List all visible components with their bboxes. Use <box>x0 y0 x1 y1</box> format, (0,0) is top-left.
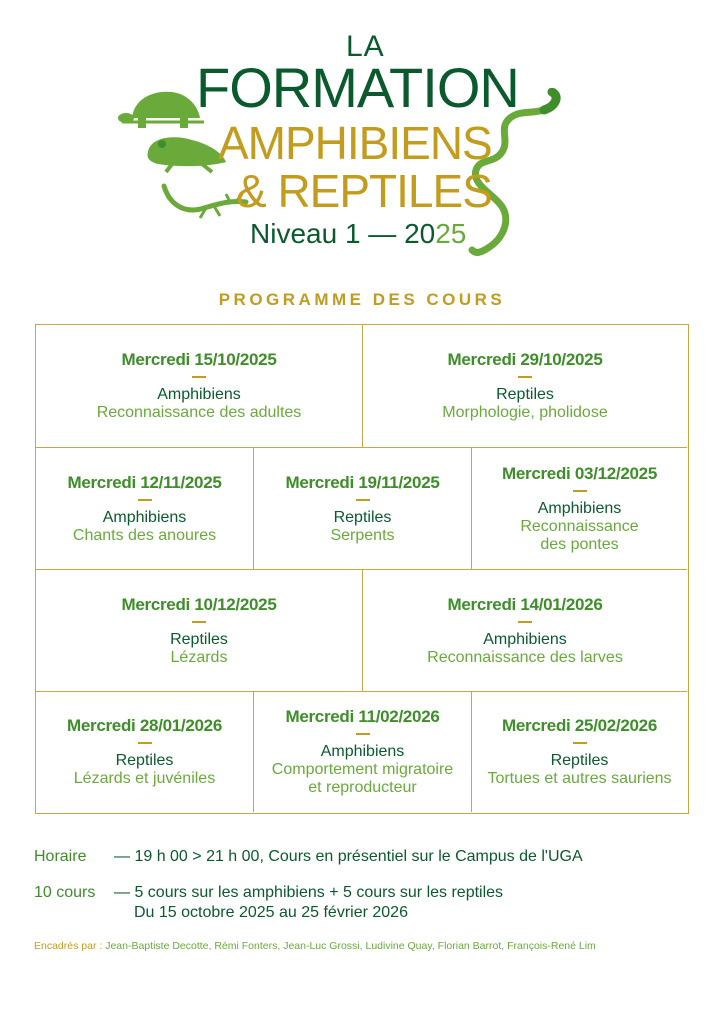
level-year <box>250 218 466 250</box>
session-cell <box>36 448 254 570</box>
schedule-label: Horaire <box>34 848 87 865</box>
session-topic-line2: et reproducteur <box>308 779 417 796</box>
turtle-icon <box>118 88 208 134</box>
count-label: 10 cours <box>34 884 96 901</box>
session-cell <box>36 325 363 448</box>
session-subject: Amphibiens <box>483 630 567 648</box>
session-cell <box>36 570 363 692</box>
count-text: — 5 cours sur les amphibiens + 5 cours sur les reptiles <box>114 884 504 901</box>
separator-dash <box>138 742 152 744</box>
session-date: Mercredi 25/02/2026 <box>502 716 657 735</box>
schedule-time: — 19 h 00 > 21 h 00, <box>114 848 264 865</box>
separator-dash <box>573 490 587 492</box>
session-cell <box>254 692 472 812</box>
session-subject: Amphibiens <box>102 508 187 526</box>
session-topic: Morphologie, pholidose <box>442 404 608 421</box>
session-date: Mercredi 19/11/2025 <box>285 472 440 492</box>
session-topic-line2: des pontes <box>540 535 619 553</box>
session-topic: Lézards <box>170 648 228 666</box>
session-subject: Amphibiens <box>320 743 405 760</box>
credits <box>34 940 596 952</box>
session-topic: Reconnaissance des adultes <box>96 404 302 421</box>
title-la: LA <box>346 30 385 63</box>
title-formation: FORMATION <box>196 56 519 119</box>
session-topic: Lézards et juvéniles <box>73 770 216 787</box>
separator-dash <box>356 733 370 735</box>
count-info <box>34 884 504 921</box>
count-dates: Du 15 octobre 2025 au 25 février 2026 <box>134 904 408 921</box>
session-topic: Reconnaissance des larves <box>427 648 623 666</box>
separator-dash <box>573 742 587 744</box>
schedule-grid <box>35 324 689 814</box>
session-topic: Reconnaissance <box>520 517 639 535</box>
program-title: PROGRAMME DES COURS <box>218 290 506 309</box>
separator-dash <box>192 376 206 378</box>
schedule-info <box>34 848 583 866</box>
session-cell <box>363 570 687 692</box>
session-date: Mercredi 11/02/2026 <box>285 707 440 726</box>
title-reptiles: & REPTILES <box>236 165 492 217</box>
session-subject: Reptiles <box>170 630 228 648</box>
session-cell <box>472 692 687 812</box>
session-cell <box>363 325 687 448</box>
session-cell <box>36 692 254 812</box>
separator-dash <box>138 499 152 501</box>
session-subject: Reptiles <box>115 752 174 769</box>
session-subject: Reptiles <box>550 752 609 769</box>
session-subject: Reptiles <box>333 508 392 526</box>
session-topic: Serpents <box>330 526 395 544</box>
title-amphibiens: AMPHIBIENS <box>218 117 492 169</box>
session-date: Mercredi 10/12/2025 <box>121 594 277 614</box>
separator-dash <box>518 621 532 623</box>
session-cell <box>254 448 472 570</box>
session-topic: Tortues et autres sauriens <box>487 770 672 787</box>
header <box>0 0 724 270</box>
session-date: Mercredi 12/11/2025 <box>67 472 222 492</box>
credits-label: Encadrés par : <box>34 940 106 952</box>
session-topic: Comportement migratoire <box>271 761 454 778</box>
separator-dash <box>356 499 370 501</box>
session-topic: Chants des anoures <box>72 526 217 544</box>
separator-dash <box>192 621 206 623</box>
session-subject: Amphibiens <box>157 386 241 403</box>
session-subject: Amphibiens <box>537 499 622 517</box>
separator-dash <box>518 376 532 378</box>
session-date: Mercredi 03/12/2025 <box>502 463 657 483</box>
session-date: Mercredi 15/10/2025 <box>121 350 277 369</box>
level-year-end: 25 <box>435 218 467 249</box>
session-subject: Reptiles <box>496 386 554 403</box>
schedule-detail: Cours en présentiel sur le Campus de l'UGA <box>263 848 583 865</box>
credits-names: Jean-Baptiste Decotte, Rémi Fonters, Jean-Luc Grossi, Ludivine Quay, Florian Barrot, François-René Lim <box>105 940 596 952</box>
level-text: Niveau 1 — 20 <box>250 218 436 249</box>
session-date: Mercredi 14/01/2026 <box>447 594 603 614</box>
session-cell <box>472 448 687 570</box>
session-date: Mercredi 28/01/2026 <box>67 716 222 735</box>
session-date: Mercredi 29/10/2025 <box>447 350 603 369</box>
